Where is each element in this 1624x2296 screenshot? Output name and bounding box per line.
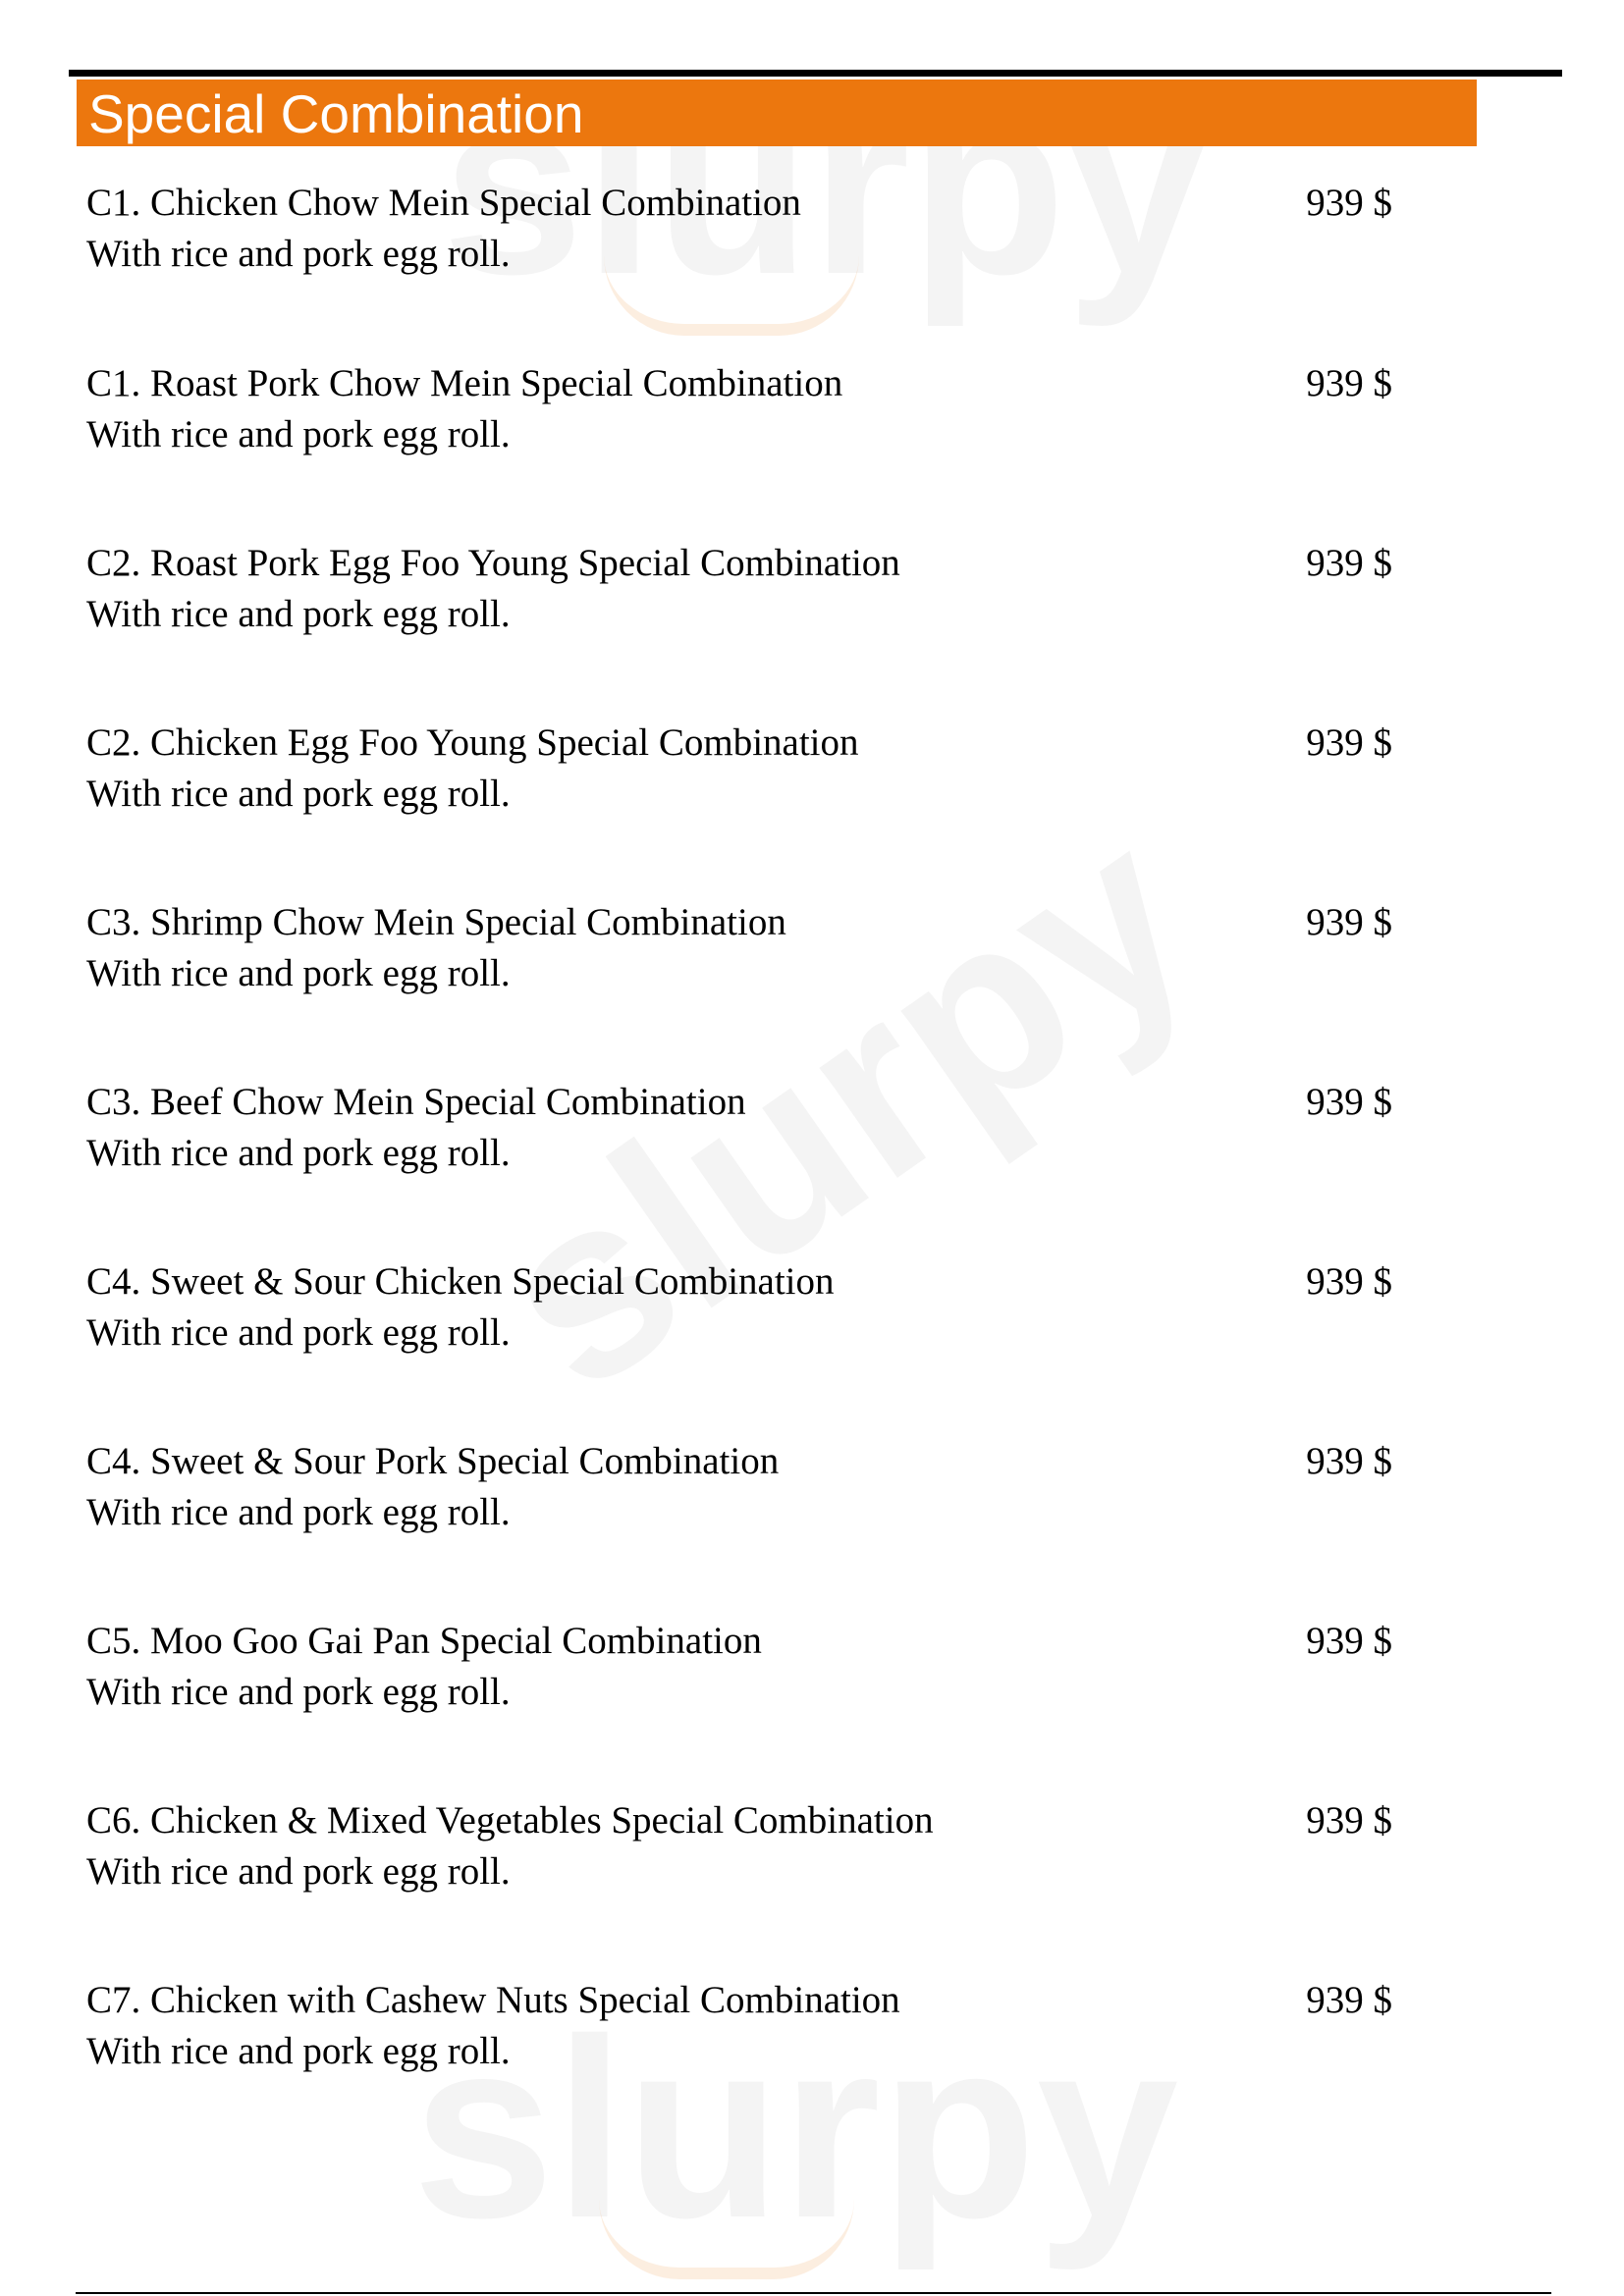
bottom-divider xyxy=(76,2292,1551,2294)
item-name: C3. Beef Chow Mein Special Combination xyxy=(86,1081,746,1123)
menu-item xyxy=(86,1796,1392,1904)
section-title: Special Combination xyxy=(88,83,584,144)
menu-item xyxy=(86,1617,1392,1725)
item-price: 939 $ xyxy=(1306,1081,1392,1123)
item-price: 939 $ xyxy=(1306,1799,1392,1842)
item-name: C5. Moo Goo Gai Pan Special Combination xyxy=(86,1620,762,1662)
item-price: 939 $ xyxy=(1306,1440,1392,1482)
item-description: With rice and pork egg roll. xyxy=(86,773,511,815)
item-description: With rice and pork egg roll. xyxy=(86,1850,511,1893)
item-name: C1. Roast Pork Chow Mein Special Combination xyxy=(86,362,843,404)
item-price: 939 $ xyxy=(1306,901,1392,943)
item-description: With rice and pork egg roll. xyxy=(86,1311,511,1354)
item-name: C6. Chicken & Mixed Vegetables Special Combination xyxy=(86,1799,934,1842)
menu-item xyxy=(86,1976,1392,2084)
menu-item xyxy=(86,1257,1392,1365)
item-price: 939 $ xyxy=(1306,721,1392,764)
item-description: With rice and pork egg roll. xyxy=(86,952,511,994)
item-name: C4. Sweet & Sour Chicken Special Combination xyxy=(86,1260,835,1303)
menu-item xyxy=(86,1437,1392,1545)
item-name: C4. Sweet & Sour Pork Special Combination xyxy=(86,1440,780,1482)
menu-item xyxy=(86,898,1392,1006)
item-description: With rice and pork egg roll. xyxy=(86,233,511,275)
item-name: C2. Chicken Egg Foo Young Special Combination xyxy=(86,721,859,764)
item-description: With rice and pork egg roll. xyxy=(86,1132,511,1174)
menu-item xyxy=(86,359,1392,467)
item-name: C1. Chicken Chow Mein Special Combination xyxy=(86,182,801,224)
item-name: C2. Roast Pork Egg Foo Young Special Combination xyxy=(86,542,900,584)
menu-item xyxy=(86,539,1392,647)
item-description: With rice and pork egg roll. xyxy=(86,2030,511,2072)
item-price: 939 $ xyxy=(1306,1260,1392,1303)
item-name: C3. Shrimp Chow Mein Special Combination xyxy=(86,901,786,943)
item-price: 939 $ xyxy=(1306,1620,1392,1662)
item-price: 939 $ xyxy=(1306,182,1392,224)
item-description: With rice and pork egg roll. xyxy=(86,1491,511,1533)
item-price: 939 $ xyxy=(1306,362,1392,404)
menu-item xyxy=(86,1078,1392,1186)
item-price: 939 $ xyxy=(1306,542,1392,584)
menu-item xyxy=(86,719,1392,827)
item-description: With rice and pork egg roll. xyxy=(86,1671,511,1713)
item-description: With rice and pork egg roll. xyxy=(86,593,511,635)
menu-item xyxy=(86,179,1392,287)
item-description: With rice and pork egg roll. xyxy=(86,413,511,455)
item-price: 939 $ xyxy=(1306,1979,1392,2021)
item-name: C7. Chicken with Cashew Nuts Special Combination xyxy=(86,1979,900,2021)
